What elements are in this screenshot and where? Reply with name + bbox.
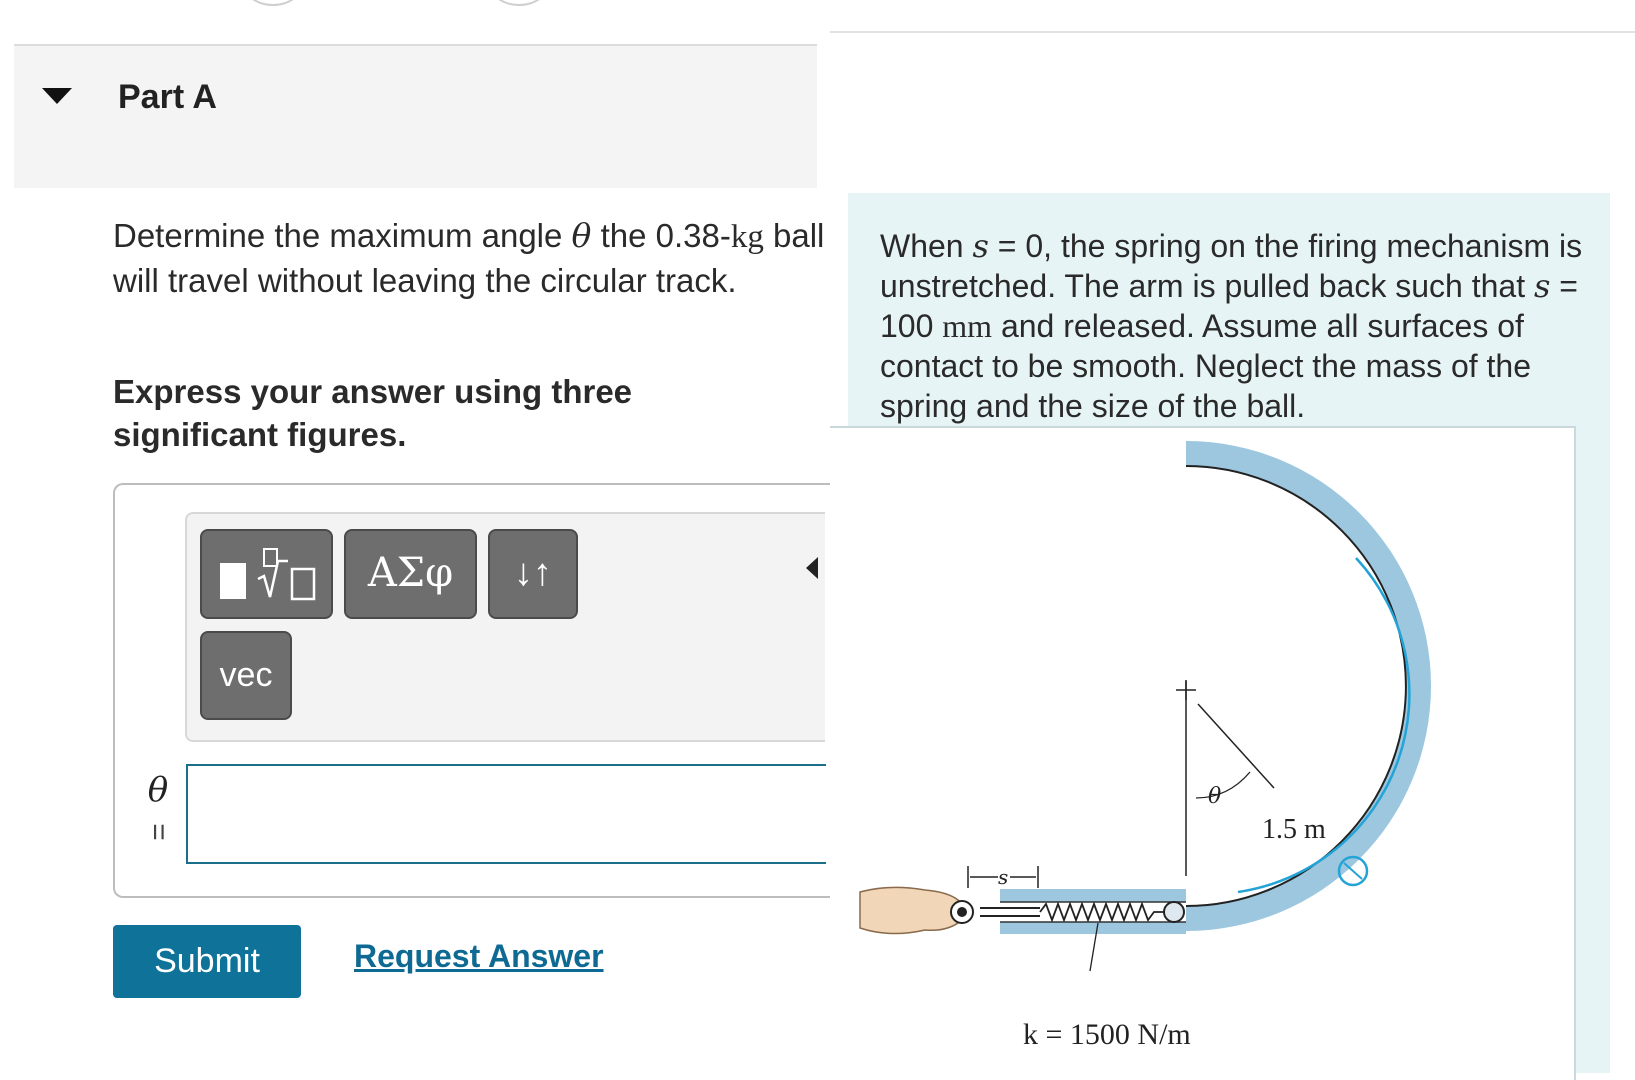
vec-button[interactable]: vec xyxy=(200,631,292,720)
part-header[interactable] xyxy=(14,46,817,188)
answer-equals: = xyxy=(142,823,175,841)
symbols-button[interactable]: ΑΣφ xyxy=(344,529,477,619)
answer-variable: θ xyxy=(147,770,169,810)
toolbar-scroll-left-icon[interactable] xyxy=(806,557,818,579)
templates-icon xyxy=(202,531,331,617)
theta-symbol: θ xyxy=(571,216,592,255)
caret-down-icon[interactable] xyxy=(42,88,72,104)
templates-button[interactable] xyxy=(200,529,333,619)
answer-input[interactable] xyxy=(186,764,826,864)
mass-unit: kg xyxy=(730,219,764,255)
s-label: s xyxy=(998,865,1009,889)
top-circle-left xyxy=(243,0,303,6)
theta-angle-label: θ xyxy=(1208,784,1222,809)
hand-icon xyxy=(860,887,965,933)
spring-constant-label: k = 1500 N/m xyxy=(1023,1018,1191,1051)
top-circle-right xyxy=(489,0,549,6)
question-text: Determine the maximum angle θ the 0.38-kg ball will travel without leaving the circular track. xyxy=(113,216,825,299)
radius-line xyxy=(1198,704,1274,788)
submit-button[interactable]: Submit xyxy=(113,925,301,998)
arrows-button[interactable]: ↓↑ xyxy=(488,529,578,619)
ball xyxy=(1164,902,1184,922)
part-title: Part A xyxy=(118,78,217,116)
instruction-text: Express your answer using three significant figures. xyxy=(113,373,633,453)
problem-description: When s = 0, the spring on the firing mechanism is unstretched. The arm is pulled back such that s = 100 mm and released. Assume all surfaces of contact to be smooth. Neglect the mass of the spring and the size of the ball. xyxy=(880,227,1583,424)
request-answer-link[interactable]: Request Answer xyxy=(354,938,604,974)
divider xyxy=(830,31,1635,33)
radius-label: 1.5 m xyxy=(1262,814,1326,845)
circular-track xyxy=(1186,441,1431,931)
track-figure xyxy=(830,426,1576,1080)
